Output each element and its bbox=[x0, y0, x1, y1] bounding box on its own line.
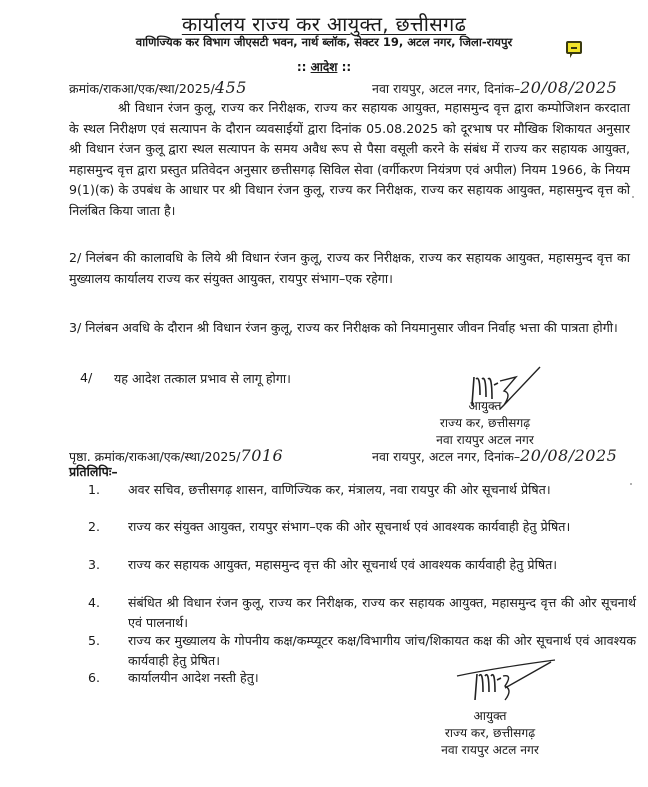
order-paragraph-2: 2/ निलंबन की कालावधि के लिये श्री विधान रंजन कुलू, राज्य कर निरीक्षक, राज्य कर सहायक आयुक्त, महासमुन्द वृत्त का मुख्यालय कार्यालय राज्य कर संयुक्त आयुक्त, रायपुर संभाग–एक रहेगा। bbox=[69, 250, 630, 286]
copy-list-text: कार्यालयीन आदेश नस्ती हेतु। bbox=[128, 670, 259, 685]
order-paragraph-1: श्री विधान रंजन कुलू, राज्य कर निरीक्षक, राज्य कर सहायक आयुक्त, महासमुन्द वृत्त द्वारा कम्पोजिशन करदाता के स्थल निरीक्षण एवं सत्यापन के दौरान व्यवसाईयों द्वारा दिनांक 05.08.2025 को दूरभाष पर मौखिक शिकायत अनुसार श्री विधान रंजन कुलू द्वारा स्थल सत्यापन के समय अवैध रूप से पैसा वसूली करने के संबंध में राज्य कर सहायक आयुक्त, महासमुन्द वृत्त द्वारा प्रस्तुत प्रतिवेदन अनुसार छत्तीसगढ़ सिविल सेवा (वर्गीकरण नियंत्रण एवं अपील) नियम 1966, के नियम 9(1)(क) के उपबंध के आधार पर श्री विधान रंजन कुलू, राज्य कर निरीक्षक, राज्य कर सहायक आयुक्त, महासमुन्द वृत्त को निलंबित किया जाता है। bbox=[69, 100, 630, 218]
signature-2 bbox=[455, 658, 565, 710]
endorsement-place-date-prefix: नवा रायपुर, अटल नगर, दिनांक– bbox=[372, 449, 521, 464]
office-address: वाणिज्यिक कर विभाग जीएसटी भवन, नार्थ ब्लॉक, सेक्टर 19, अटल नगर, जिला-रायपुर bbox=[135, 35, 513, 49]
order-paragraph-4: यह आदेश तत्काल प्रभाव से लागू होगा। bbox=[114, 371, 291, 386]
scan-speck bbox=[630, 483, 632, 485]
copy-list-text: राज्य कर सहायक आयुक्त, महासमुन्द वृत्त की ओर सूचनार्थ एवं आवश्यक कार्यवाही हेतु प्रेषित। bbox=[128, 557, 558, 572]
copy-list-item bbox=[88, 480, 636, 500]
order-place-date-prefix: नवा रायपुर, अटल नगर, दिनांक– bbox=[372, 81, 521, 96]
endorsement-number-prefix: पृष्ठा. क्रमांक/राकआ/एक/स्था/2025/ bbox=[69, 449, 241, 464]
order-heading-text: आदेश bbox=[310, 60, 338, 74]
office-title-text: कार्यालय राज्य कर आयुक्त, छत्तीसगढ bbox=[181, 12, 467, 36]
order-number bbox=[69, 78, 247, 97]
signature-2-place: नवा रायपुर अटल नगर bbox=[441, 743, 539, 757]
copy-list-number: 2. bbox=[88, 519, 101, 534]
copy-to-heading: प्रतिलिपिः– bbox=[69, 464, 118, 479]
endorsement-number-handwritten: 7016 bbox=[240, 446, 284, 465]
copy-list-text: अवर सचिव, छत्तीसगढ़ शासन, वाणिज्यिक कर, मंत्रालय, नवा रायपुर की ओर सूचनार्थ प्रेषित। bbox=[128, 482, 551, 497]
order-paragraph-3: 3/ निलंबन अवधि के दौरान श्री विधान रंजन कुलू, राज्य कर निरीक्षक को नियमानुसार जीवन निर्वाह भत्ता की पात्रता होगी। bbox=[69, 320, 618, 335]
order-number-handwritten: 455 bbox=[214, 78, 247, 97]
endorsement-place-date bbox=[372, 446, 617, 465]
signature-1-block bbox=[410, 398, 560, 449]
copy-list-text: संबंधित श्री विधान रंजन कुलू, राज्य कर निरीक्षक, राज्य कर सहायक आयुक्त, महासमुन्द वृत्त की ओर सूचनार्थ एवं पालनार्थ। bbox=[128, 595, 636, 630]
copy-list-number: 4. bbox=[88, 595, 101, 610]
order-date-handwritten: 20/08/2025 bbox=[520, 78, 618, 97]
copy-list-text: राज्य कर मुख्यालय के गोपनीय कक्ष/कम्प्यूटर कक्ष/विभागीय जांच/शिकायत कक्ष की ओर सूचनार्थ एवं आवश्यक कार्यवाही हेतु प्रेषित। bbox=[128, 633, 636, 668]
copy-list-number: 1. bbox=[88, 482, 101, 497]
order-number-prefix: क्रमांक/राकआ/एक/स्था/2025/ bbox=[69, 81, 215, 96]
copy-list-item bbox=[88, 593, 636, 633]
order-heading-suffix: :: bbox=[337, 60, 352, 74]
signature-1-dept: राज्य कर, छत्तीसगढ़ bbox=[439, 416, 531, 430]
signature-1-designation: आयुक्त bbox=[468, 399, 502, 413]
copy-list-item bbox=[88, 517, 636, 537]
copy-list-number: 6. bbox=[88, 670, 101, 685]
copy-list-text: राज्य कर संयुक्त आयुक्त, रायपुर संभाग–एक की ओर सूचनार्थ एवं आवश्यक कार्यवाही हेतु प्रेषित। bbox=[128, 519, 571, 534]
signature-1-place: नवा रायपुर अटल नगर bbox=[436, 433, 534, 447]
office-title bbox=[0, 10, 648, 37]
order-place-date bbox=[372, 78, 617, 97]
scan-speck bbox=[632, 196, 634, 198]
comment-icon[interactable] bbox=[566, 41, 582, 54]
order-heading-prefix: :: bbox=[296, 60, 311, 74]
copy-list-number: 5. bbox=[88, 633, 101, 648]
copy-list-number: 3. bbox=[88, 557, 101, 572]
copy-list-item bbox=[88, 555, 636, 575]
order-heading bbox=[0, 58, 648, 75]
signature-2-block bbox=[410, 708, 570, 759]
endorsement-date-handwritten: 20/08/2025 bbox=[520, 446, 618, 465]
order-paragraph-4-number: 4/ bbox=[80, 370, 93, 385]
signature-2-dept: राज्य कर, छत्तीसगढ़ bbox=[444, 726, 536, 740]
signature-2-designation: आयुक्त bbox=[473, 709, 507, 723]
